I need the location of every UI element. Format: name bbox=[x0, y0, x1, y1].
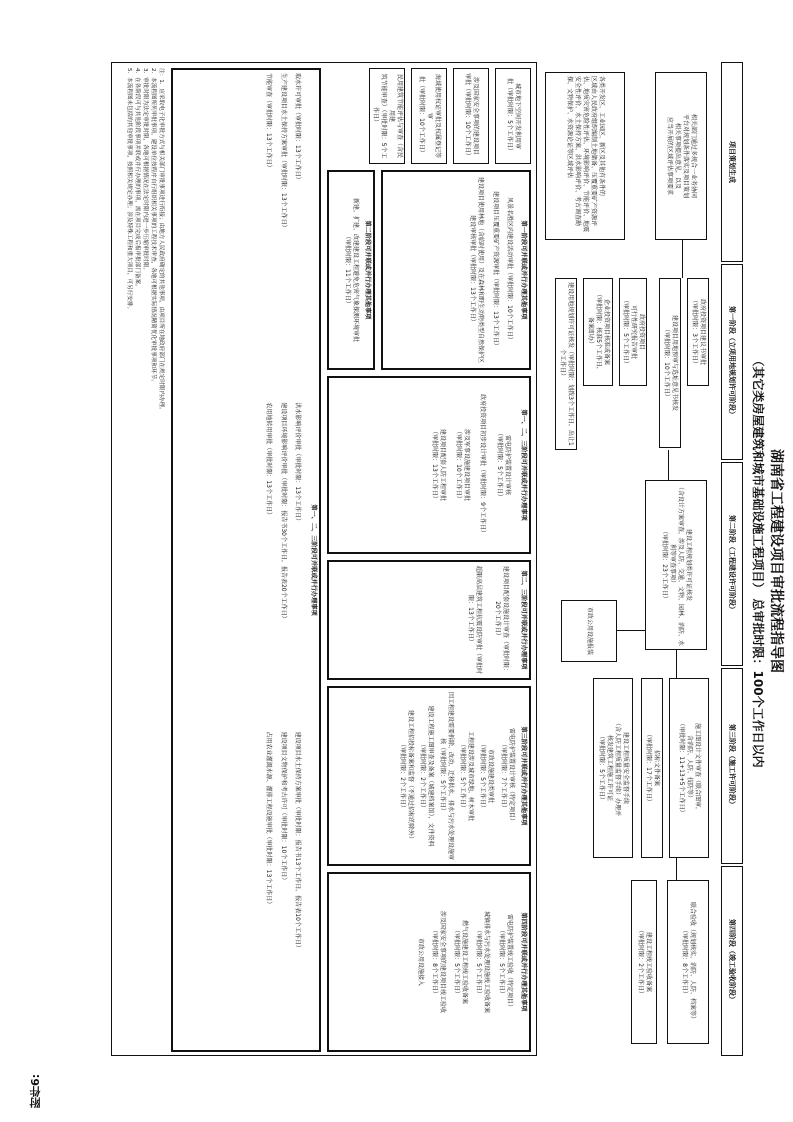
p1234-parallel-item: 生产建设项目水土保持方案审批（审批时限：13个工作日） bbox=[279, 73, 287, 231]
p1234-parallel-header: 第一、二、三阶段可并联或并行办理事项 bbox=[310, 504, 317, 616]
attachment-label: 附件6: bbox=[29, 1073, 42, 1108]
left-item-4: 民用建筑节能评估与审查（含民用建 筑节能审查）（审批时限：5个工作日） bbox=[369, 68, 405, 164]
p123-parallel-item: 雷电防护装置设计审核 （审批时限：5个工作日） bbox=[495, 430, 511, 500]
p3-parallel-item: 建设工程招投标备案和监督（不通过招标的除外） （审批时限：2个工作日） bbox=[398, 709, 414, 842]
p23-parallel-item: 建设项目配套设施设计审查（审批时限：20个工作日） bbox=[493, 565, 509, 674]
p4-parallel-item: 市政公用设施接入 bbox=[416, 937, 424, 986]
p2-parallel-group bbox=[327, 170, 375, 370]
p1234-parallel-item: 节能审查（审批时限：13个工作日） bbox=[265, 73, 273, 171]
p1234-parallel-item: 洪水影响评价审批（审批时限：13个工作日） bbox=[293, 402, 301, 524]
note-line: 5．本流程图未包括的其他审批事项，按照相关规定办理；涉及特殊工程和重大项目，可另行安排。 bbox=[125, 68, 132, 313]
p2-planning-permit: 建设工程规划类许可证核发 （含设计方案审查，涉及人防、交通、文物、园林、消防、水利等审查事项） （审批时限：23个工作日） bbox=[645, 480, 707, 650]
phase-band-4: 第四阶段（竣工验收阶段） bbox=[721, 866, 743, 1056]
p4-parallel-item: 城镇排水与污水处理设施竣工验收备案 （审批时限：5个工作日） bbox=[475, 910, 491, 1013]
p3-parallel-item: 市政设施建设类审批 （审批时限：5个工作日） bbox=[479, 741, 495, 811]
p123-parallel-item: 建设项目配套人防工程审批 （审批时限：13个工作日） bbox=[431, 428, 447, 502]
p1234-parallel-item: 占用农业灌溉水源、灌排工程设施审批（审批时限：13个工作日） bbox=[265, 731, 273, 908]
p3-construction-drawing-review: 施工图设计文件审查（联合图审， 含消防、人防、技防等） （审批时限：11+13+5个工作日） bbox=[669, 678, 709, 858]
p1-enterprise-approval: 企业投资项目核准或备案 （审批时限：核准5个工作日， 备案即办） bbox=[583, 278, 613, 386]
chart-subtitle: （其它类房屋建筑和城市基础设施工程项目） 总审批时限：100个工作日以内 bbox=[751, 354, 765, 768]
notes bbox=[124, 68, 165, 1052]
note-line: 2．本流程图所列审批事项，建设单位按程序自行组织相关事项的工程技术审查，各地可根据实际情况精简优化审批事项和环节。 bbox=[149, 68, 156, 385]
p2-parallel-header: 第二阶段可并联或并行办理其他事项 bbox=[364, 220, 371, 320]
p1-parallel-item: 风景名胜区内建设活动审批（审批时限：10个工作日） bbox=[505, 197, 513, 343]
p123-parallel-header: 第一、二、三阶段可并联或并行办理事项 bbox=[520, 409, 527, 521]
chart-title: 湖南省工程建设项目审批流程指导图 bbox=[768, 449, 784, 673]
p1-land-use-permit: 建设用地规划许可证核发（审批时限：划拨3个工作日，出让1个工作日） bbox=[555, 278, 577, 450]
p1234-parallel-group bbox=[171, 68, 321, 1052]
p23-parallel-item: 超限高层建筑工程抗震设防审批（审批时限：13个工作日） bbox=[467, 565, 483, 674]
note-line: 注：1．应采取电子化审批方式与相关部门审批事项进行衔接；由地方人民政府确定的其他事项，由项目所在地政府部门在规定时限内办理。 bbox=[158, 68, 164, 413]
left-item-2: 涉及国家安全事项的建设项目 审批（审批时限：10个工作日） bbox=[453, 68, 489, 164]
p3-parallel-item: 工程建设涉及城市绿地、树木审批 （审批时限：5个工作日） bbox=[459, 730, 475, 821]
p23-parallel-group bbox=[327, 560, 531, 680]
phase-band-planning: 项目策划生成 bbox=[721, 62, 743, 262]
planning-coordination-box: 相关部门通过多规合一业务协同 平台对规划条件落实及项目策划 相关事项提出意见，以及 应当开展的区域评估事项要求 bbox=[655, 72, 707, 240]
p4-parallel-item: 燃气设施建设工程竣工验收备案 （审批时限：5个工作日） bbox=[453, 919, 469, 1004]
p1-parallel-group bbox=[381, 170, 531, 370]
p4-parallel-item: 雷电防护装置竣工验收（特定项目） （审批时限：5个工作日） bbox=[497, 913, 513, 1010]
p1-parallel-item: 建设项目压覆重要矿产资源审批（审批时限：13个工作日） bbox=[491, 191, 499, 349]
p3-parallel-item: 建设工程施工图审查及备案（城建档案馆），文件资料 （审批时限：2个工作日） bbox=[418, 705, 434, 847]
left-item-1: 城市地下空间开发利用审 批（审批时限：5个工作日） bbox=[495, 68, 531, 164]
p1234-parallel-item: 建设项目水土保持方案审批（审批时限：报告书13个工作日，报告表10个工作日） bbox=[293, 731, 301, 951]
p1-parallel-header: 第一阶段可并联或并行办理其他事项 bbox=[520, 220, 527, 320]
p1234-parallel-item: 建设项目环境影响评价审批（审批时限：报告书30个工作日，报告表20个工作日） bbox=[279, 402, 287, 622]
left-item-3: 海域使用权证审批及权属登记等审 批（审批时限：10个工作日） bbox=[411, 68, 447, 164]
p2-utility-application: 市政公用设施报装 bbox=[561, 600, 617, 662]
p1234-parallel-item: 取水许可审批（审批时限：13个工作日） bbox=[293, 73, 301, 183]
p123-parallel-item: 涉及军事设施建设项目审批 （审批时限：10个工作日） bbox=[455, 428, 471, 502]
p1-parallel-item: 建设项目使用林地（含临时使用）及在森林和野生动物类型自然保护区建设审核审批（审批时限：13个工作日） bbox=[469, 176, 485, 363]
p4-parallel-item: 涉及国家安全事项的建设项目竣工验收 （审批时限：8个工作日） bbox=[430, 910, 447, 1013]
phase-band-2: 第二阶段（工程建设许可阶段） bbox=[721, 462, 743, 666]
p1-site-selection: 建设项目用地预审与选址意见书核发 （审批时限：10个工作日） bbox=[659, 278, 681, 448]
p123-parallel-item: 政府投资项目初步设计审批（审批时限：9个工作日） bbox=[479, 394, 487, 536]
p1-proposal-approval: 政府投资项目建议书审批 （审批时限：3个工作日） bbox=[687, 278, 709, 386]
p3-parallel-item: 雷电防护装置设计审核（特定项目） （审批时限：7个工作日） bbox=[499, 727, 515, 824]
p2-parallel-item: 新建、扩建、改建建设工程避免危害气象探测环境审批 （审批时限：11个工作日） bbox=[343, 197, 359, 342]
p4-joint-acceptance: 联合验收（规划核实、消防、人防、档案等） （审批时限：8个工作日） bbox=[667, 880, 709, 1044]
note-line: 4．在各阶段可与其他阶段事项并联或并行办理的事项，需在项目完成后报审批部门备案。 bbox=[133, 68, 140, 290]
phase-band-3: 第三阶段（施工许可阶段） bbox=[721, 668, 743, 864]
p23-parallel-header: 第二、三阶段可并联或并行办理事项 bbox=[520, 570, 527, 670]
note-line: 3．审批时限为法定审批时限，各地可根据情况在法定时限内进一步压缩审批时限。 bbox=[141, 68, 148, 273]
p4-parallel-group bbox=[327, 872, 531, 1052]
p4-parallel-header: 第四阶段可并联或并行办理其他事项 bbox=[520, 912, 527, 1012]
p1234-parallel-item: 建设项目文物保护和考古许可（审批时限：10个工作日） bbox=[279, 731, 287, 884]
regional-assessment-box: 各类开发区、工业园区、新区及其他有条件的 区域由人民政府组织编制土地储备、压覆重要矿产资源评估、地质灾害危险性评估、环境影响评价、节能评价、地震安全性评价、水土保持方案、洪水影响评价、考古调查勘探、文物保护、水资源论证等区域评估 bbox=[545, 72, 625, 240]
p3-parallel-header: 第三阶段可并联或并行办理其他事项 bbox=[520, 726, 527, 826]
p3-parallel-item: 因工程建设需要拆除、改动、迁移供水、排水与污水处理设施审核（审批时限：5个工作日） bbox=[438, 691, 455, 860]
p1234-parallel-item: 农用地转用审批（审批时限：13个工作日） bbox=[265, 402, 273, 518]
p3-tender-filing: 招标文件备案 （审批时限：17个工作日） bbox=[641, 678, 663, 858]
phase-band-1: 第一阶段（立项用地规划许可阶段） bbox=[721, 264, 743, 460]
p4-completion-filing: 建设工程竣工验收备案 （审批时限：2个工作日） bbox=[631, 880, 657, 1044]
p1-feasibility-study: 政府投资项目 可行性研究报告审批 （审批时限：5个工作日） bbox=[619, 278, 647, 386]
p3-construction-permit: 建设工程质量安全监督手续 （含人防工程质量监督手续）办理并 核发建筑工程施工许可证 （审批时限：5个工作日） bbox=[593, 678, 633, 858]
p3-parallel-group bbox=[327, 686, 531, 866]
p123-parallel-group bbox=[327, 376, 531, 554]
